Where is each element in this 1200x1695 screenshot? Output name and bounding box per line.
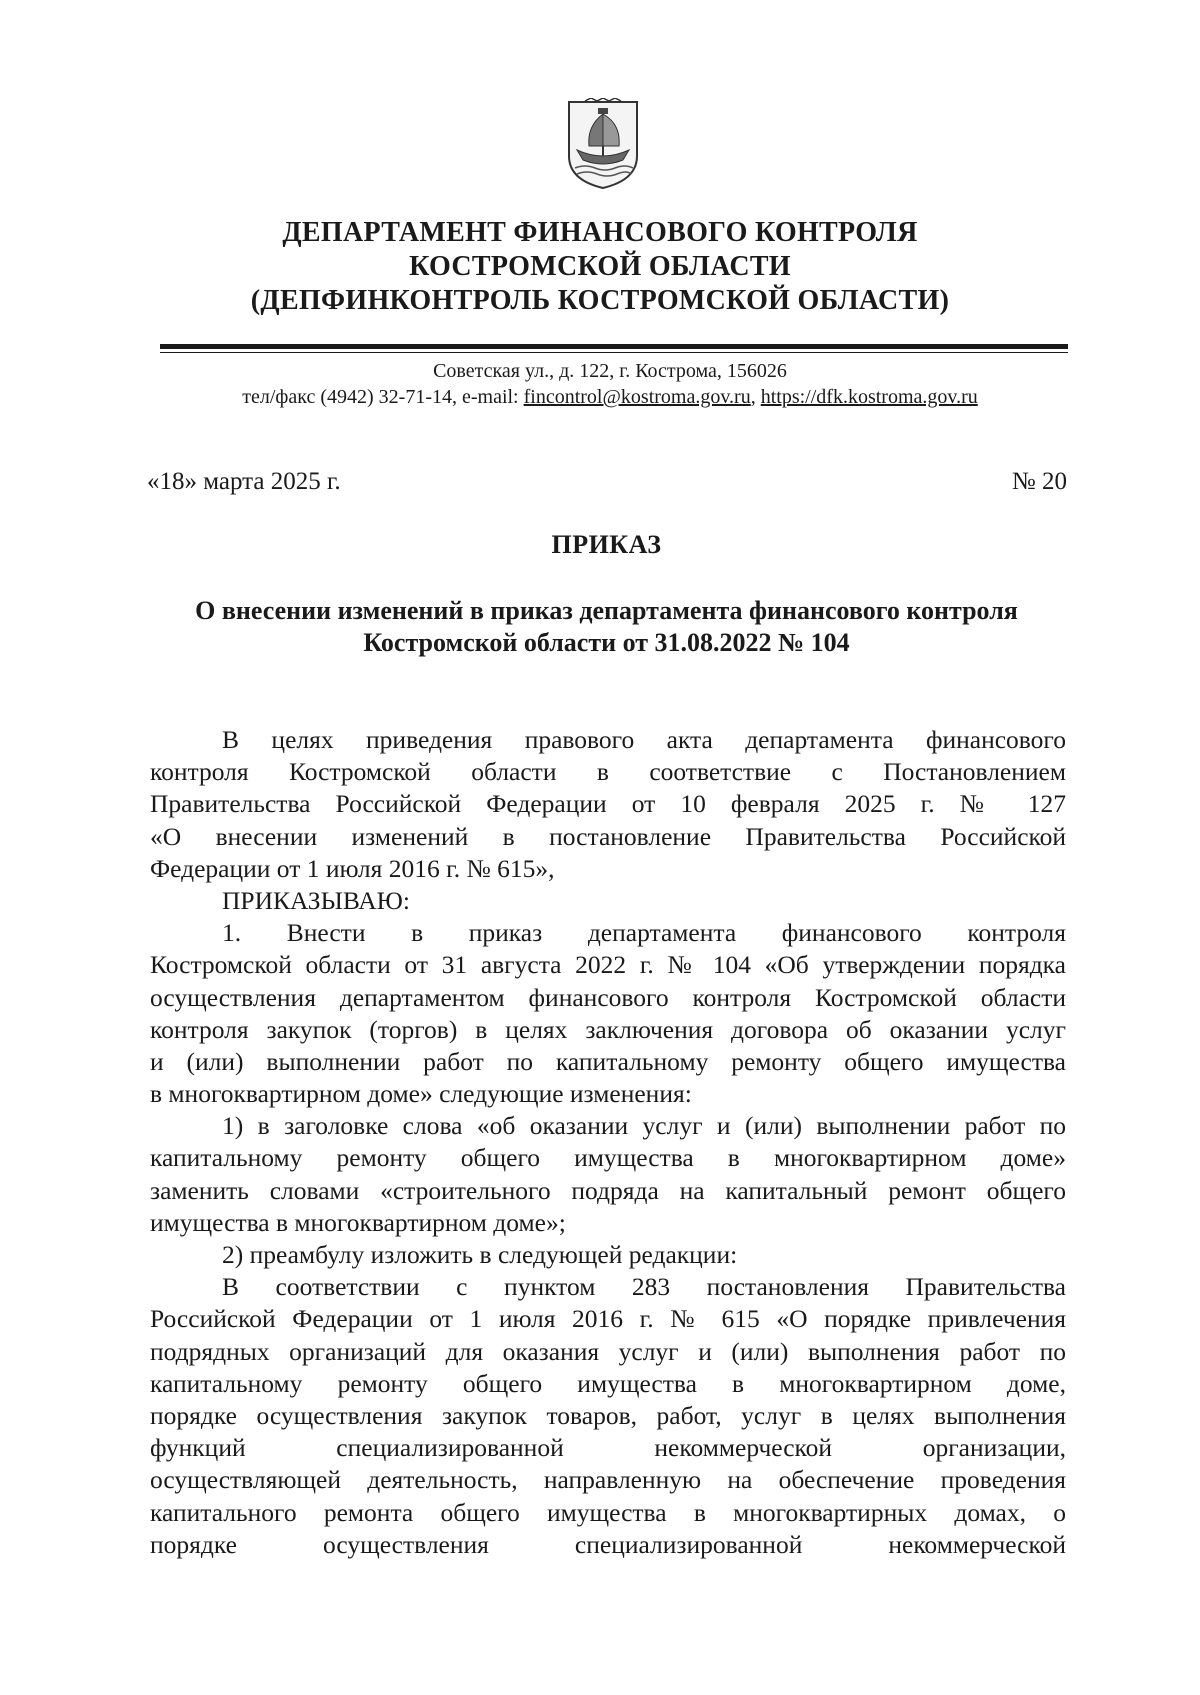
body-line: подрядных организаций для оказания услуг и (или) выполнения работ по bbox=[150, 1336, 1066, 1366]
body-line: капитальному ремонту общего имущества в многоквартирном доме» bbox=[150, 1143, 1066, 1173]
body-line: и (или) выполнении работ по капитальному ремонту общего имущества bbox=[150, 1046, 1066, 1076]
document-body bbox=[150, 724, 1066, 1561]
order-date: «18» марта 2025 г. bbox=[147, 468, 341, 495]
body-line: В целях приведения правового акта департамента финансового bbox=[222, 725, 1066, 754]
body-line: Костромской области от 31 августа 2022 г. № 104 «Об утверждении порядка bbox=[150, 950, 1066, 980]
email-link[interactable]: fincontrol@kostroma.gov.ru bbox=[523, 386, 751, 408]
body-line: «О внесении изменений в постановление Правительства Российской bbox=[150, 821, 1066, 851]
body-line: порядке осуществления закупок товаров, работ, услуг в целях выполнения bbox=[150, 1400, 1066, 1430]
body-line: имущества в многоквартирном доме»; bbox=[150, 1207, 566, 1237]
body-line: заменить словами «строительного подряда на капитальный ремонт общего bbox=[150, 1175, 1066, 1205]
order-directive: ПРИКАЗЫВАЮ: bbox=[222, 885, 410, 915]
contact-block bbox=[0, 358, 1200, 410]
body-line: порядке осуществления специализированной некоммерческой bbox=[150, 1529, 1066, 1559]
document-title: ПРИКАЗ bbox=[551, 530, 662, 559]
body-line: в многоквартирном доме» следующие изменения: bbox=[150, 1079, 692, 1109]
order-subject-line2: Костромской области от 31.08.2022 № 104 bbox=[363, 628, 850, 657]
coat-of-arms-icon bbox=[565, 98, 641, 190]
body-line: контроля закупок (торгов) в целях заключения договора об оказании услуг bbox=[150, 1014, 1066, 1044]
dept-name-abbrev: (ДЕПФИНКОНТРОЛЬ КОСТРОМСКОЙ ОБЛАСТИ) bbox=[250, 285, 950, 316]
order-subject bbox=[0, 595, 1200, 659]
contacts-line bbox=[0, 384, 1200, 410]
body-line: Российской Федерации от 1 июля 2016 г. № 615 «О порядке привлечения bbox=[150, 1304, 1066, 1334]
header-divider-thick bbox=[160, 344, 1068, 349]
body-line: капитальному ремонту общего имущества в многоквартирном доме, bbox=[150, 1368, 1066, 1398]
body-line: функций специализированной некоммерческой организации, bbox=[150, 1433, 1066, 1463]
dept-name-line1: ДЕПАРТАМЕНТ ФИНАНСОВОГО КОНТРОЛЯ bbox=[282, 217, 918, 248]
body-line: контроля Костромской области в соответствие с Постановлением bbox=[150, 757, 1066, 787]
body-line: Правительства Российской Федерации от 10 февраля 2025 г. № 127 bbox=[150, 789, 1066, 819]
website-link[interactable]: https://dfk.kostroma.gov.ru bbox=[760, 386, 978, 408]
header-divider-thin bbox=[160, 352, 1068, 353]
body-line: 2) преамбулу изложить в следующей редакции: bbox=[222, 1240, 738, 1269]
body-line: 1. Внести в приказ департамента финансового контроля bbox=[222, 918, 1066, 948]
order-subject-line1: О внесении изменений в приказ департамента финансового контроля bbox=[195, 596, 1018, 625]
department-header bbox=[0, 216, 1200, 318]
body-line: осуществления департаментом финансового контроля Костромской области bbox=[150, 982, 1066, 1012]
body-line: капитального ремонта общего имущества в многоквартирных домах, о bbox=[150, 1497, 1066, 1527]
body-line: осуществляющей деятельность, направленную на обеспечение проведения bbox=[150, 1465, 1066, 1495]
postal-address: Советская ул., д. 122, г. Кострома, 156026 bbox=[433, 360, 787, 382]
phone-fax: тел/факс (4942) 32-71-14, e-mail: bbox=[242, 386, 524, 408]
contacts-separator: , bbox=[750, 386, 761, 408]
dept-name-line2: КОСТРОМСКОЙ ОБЛАСТИ bbox=[409, 251, 791, 282]
order-number: № 20 bbox=[1011, 468, 1067, 495]
body-line: В соответствии с пунктом 283 постановления Правительства bbox=[222, 1272, 1066, 1302]
body-line: Федерации от 1 июля 2016 г. № 615», bbox=[150, 853, 555, 883]
body-line: 1) в заголовке слова «об оказании услуг и (или) выполнении работ по bbox=[222, 1111, 1066, 1141]
